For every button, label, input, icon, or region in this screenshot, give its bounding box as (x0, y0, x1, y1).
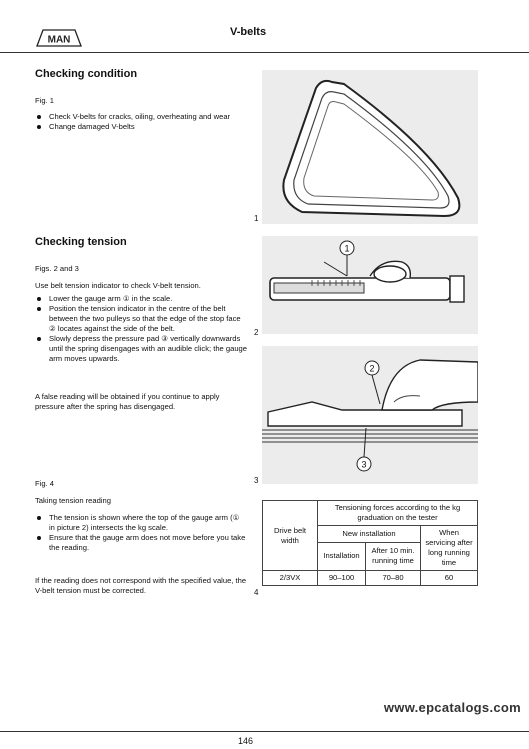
col-tensioning-forces: Tensioning forces according to the kg graduation on the tester (318, 501, 478, 526)
figure-2-tension-indicator (262, 236, 478, 334)
list-item: Slowly depress the pressure pad ③ vertically downwards until the spring disengages with an audible click; the gauge arm moves upwards. (35, 334, 247, 364)
cell-servicing: 60 (421, 571, 478, 586)
logo-text: MAN (47, 34, 71, 46)
fig1-ref: Fig. 1 (35, 96, 54, 105)
list-item: Change damaged V-belts (35, 122, 235, 132)
col-drive-belt-width: Drive belt width (263, 501, 318, 571)
tension-indicator-illustration (262, 236, 478, 334)
man-logo (35, 28, 83, 48)
list-item: Ensure that the gauge arm does not move before you take the reading. (35, 533, 247, 553)
fig1-number: 1 (254, 214, 259, 223)
callout-3: 3 (361, 459, 367, 470)
cell-width: 2/3VX (263, 571, 318, 586)
fig2-number: 2 (254, 328, 259, 337)
list-item: The tension is shown where the top of the gauge arm (① in picture 2) intersects the kg scale. (35, 513, 247, 533)
cell-installation: 90–100 (318, 571, 366, 586)
tension-intro: Use belt tension indicator to check V-belt tension. (35, 281, 201, 290)
tension-reading-heading: Taking tension reading (35, 496, 111, 505)
tension-note: A false reading will be obtained if you continue to apply pressure after the spring has disengaged. (35, 392, 220, 411)
page-number: 146 (238, 736, 254, 746)
watermark: www.epcatalogs.com (383, 700, 521, 715)
figure-1-vbelt (262, 70, 478, 224)
checking-tension-heading: Checking tension (35, 236, 127, 248)
pressing-pad-illustration (262, 346, 478, 484)
fig4-number: 4 (254, 588, 259, 597)
reading-note: If the reading does not correspond with the specified value, the V-belt tension must be corrected. (35, 576, 247, 595)
footer-rule (0, 731, 529, 732)
tension-bullets (35, 294, 247, 364)
vbelt-illustration (262, 70, 478, 224)
callout-1: 1 (344, 243, 350, 254)
list-item: Check V-belts for cracks, oiling, overheating and wear (35, 112, 235, 122)
fig3-number: 3 (254, 476, 259, 485)
col-when-servicing: When servicing after long running time (421, 526, 478, 571)
reading-bullets (35, 513, 247, 553)
list-item: Lower the gauge arm ① in the scale. (35, 294, 247, 304)
table-row (263, 571, 478, 586)
fig4-ref: Fig. 4 (35, 479, 54, 488)
figure-3-pressing-pad (262, 346, 478, 484)
col-new-installation: New installation (318, 526, 421, 543)
fig2-3-ref: Figs. 2 and 3 (35, 264, 79, 273)
callout-2: 2 (369, 363, 375, 374)
col-after-10-min: After 10 min. running time (366, 542, 421, 570)
checking-condition-heading: Checking condition (35, 68, 138, 80)
cell-after10: 70–80 (366, 571, 421, 586)
tension-table (262, 500, 478, 586)
col-installation: Installation (318, 542, 366, 570)
header-rule (0, 52, 529, 53)
condition-bullets (35, 112, 235, 132)
page-title: V-belts (230, 26, 267, 38)
list-item: Position the tension indicator in the centre of the belt between the two pulleys so that the edge of the stop face ② locates against the side of the belt. (35, 304, 247, 334)
